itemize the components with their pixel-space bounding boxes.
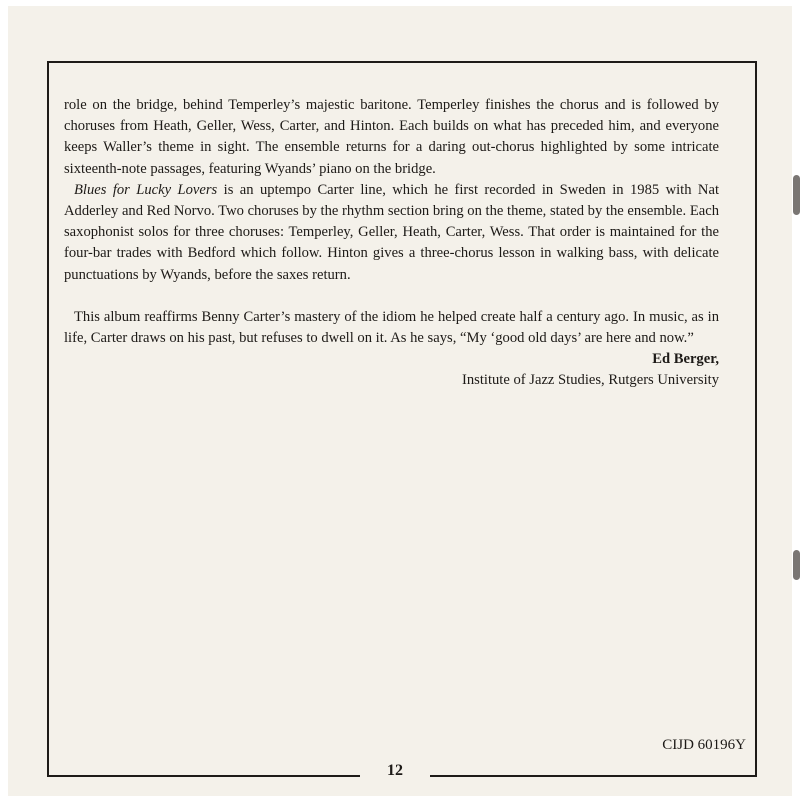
song-title: Blues for Lucky Lovers — [74, 181, 218, 198]
page-number-box — [360, 760, 430, 784]
edge-mark — [793, 175, 800, 215]
paragraph-2 — [64, 180, 719, 286]
page-number: 12 — [387, 762, 403, 779]
author-name: Ed Berger, — [652, 351, 719, 368]
edge-mark — [793, 550, 800, 580]
paragraph-3: This album reaffirms Benny Carter’s mastery of the idiom he helped create half a century ago. In music, as in life, Carter draws on his past, but refuses to dwell on it. As he says, “My ‘good old days’ are here and now.” — [64, 308, 719, 347]
paragraph-2-text: is an uptempo Carter line, which he first recorded in Sweden in 1985 with Nat Adderley and Red Norvo. Two choruses by the rhythm section bring on the theme, stated by the ensemble. Each saxophonist solos for three choruses: Temperley, Geller, Heath, Carter, Wess. That order is maintained for the four-bar trades with Bedford which follow. Hinton gives a three-chorus lesson in walking bass, with delicate punctuations by Wyands, before the saxes return. — [64, 181, 719, 283]
liner-notes-body — [64, 95, 719, 392]
catalog-number: CIJD 60196Y — [662, 737, 746, 753]
signature-block — [64, 349, 719, 391]
paragraph-1: role on the bridge, behind Temperley’s majestic baritone. Temperley finishes the chorus and is followed by choruses from Heath, Geller, Wess, Carter, and Hinton. Each builds on what has preceded him, and everyone keeps Waller’s theme in sight. The ensemble returns for a daring out-chorus highlighted by some intricate sixteenth-note passages, featuring Wyands’ piano on the bridge. — [64, 97, 719, 177]
author-affiliation: Institute of Jazz Studies, Rutgers University — [462, 372, 719, 389]
right-edge — [792, 0, 800, 800]
